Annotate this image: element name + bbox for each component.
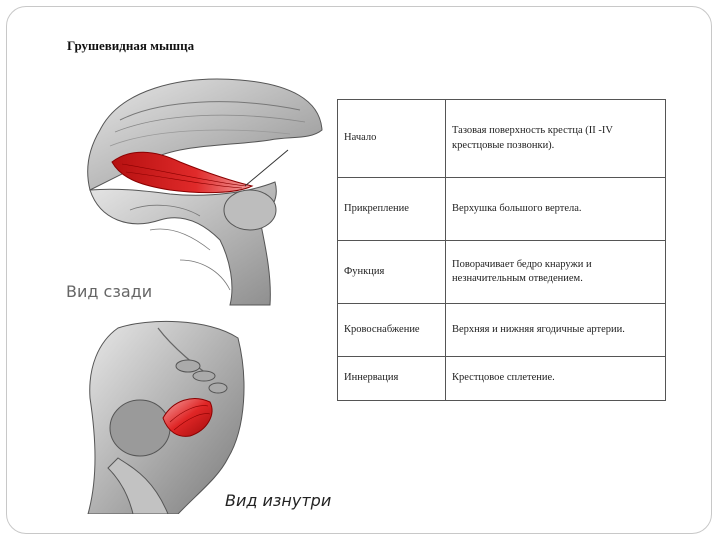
table-row	[338, 241, 666, 304]
row-insertion-label: Прикрепление	[338, 178, 446, 241]
row-function-label: Функция	[338, 241, 446, 304]
row-insertion-value: Верхушка большого вертела.	[446, 178, 666, 241]
row-blood-supply-value: Верхняя и нижняя ягодичные артерии.	[446, 304, 666, 357]
pelvis-back-view-illustration	[60, 70, 360, 310]
caption-back-view: Вид сзади	[66, 282, 153, 301]
row-origin-label: Начало	[338, 100, 446, 178]
slide-title: Грушевидная мышца	[67, 38, 195, 53]
caption-inside-view: Вид изнутри	[225, 491, 332, 510]
row-innervation-value: Крестцовое сплетение.	[446, 357, 666, 401]
row-blood-supply-label: Кровоснабжение	[338, 304, 446, 357]
table-row	[338, 304, 666, 357]
table-row	[338, 100, 666, 178]
row-function-value: Поворачивает бедро кнаружи и незначительным отведением.	[446, 241, 666, 304]
table-row	[338, 357, 666, 401]
row-innervation-label: Иннервация	[338, 357, 446, 401]
pelvis-inside-view-illustration	[78, 318, 258, 514]
piriformis-info-table	[337, 99, 666, 401]
row-origin-value: Тазовая поверхность крестца (II -IV крестцовые позвонки).	[446, 100, 666, 178]
table-row	[338, 178, 666, 241]
